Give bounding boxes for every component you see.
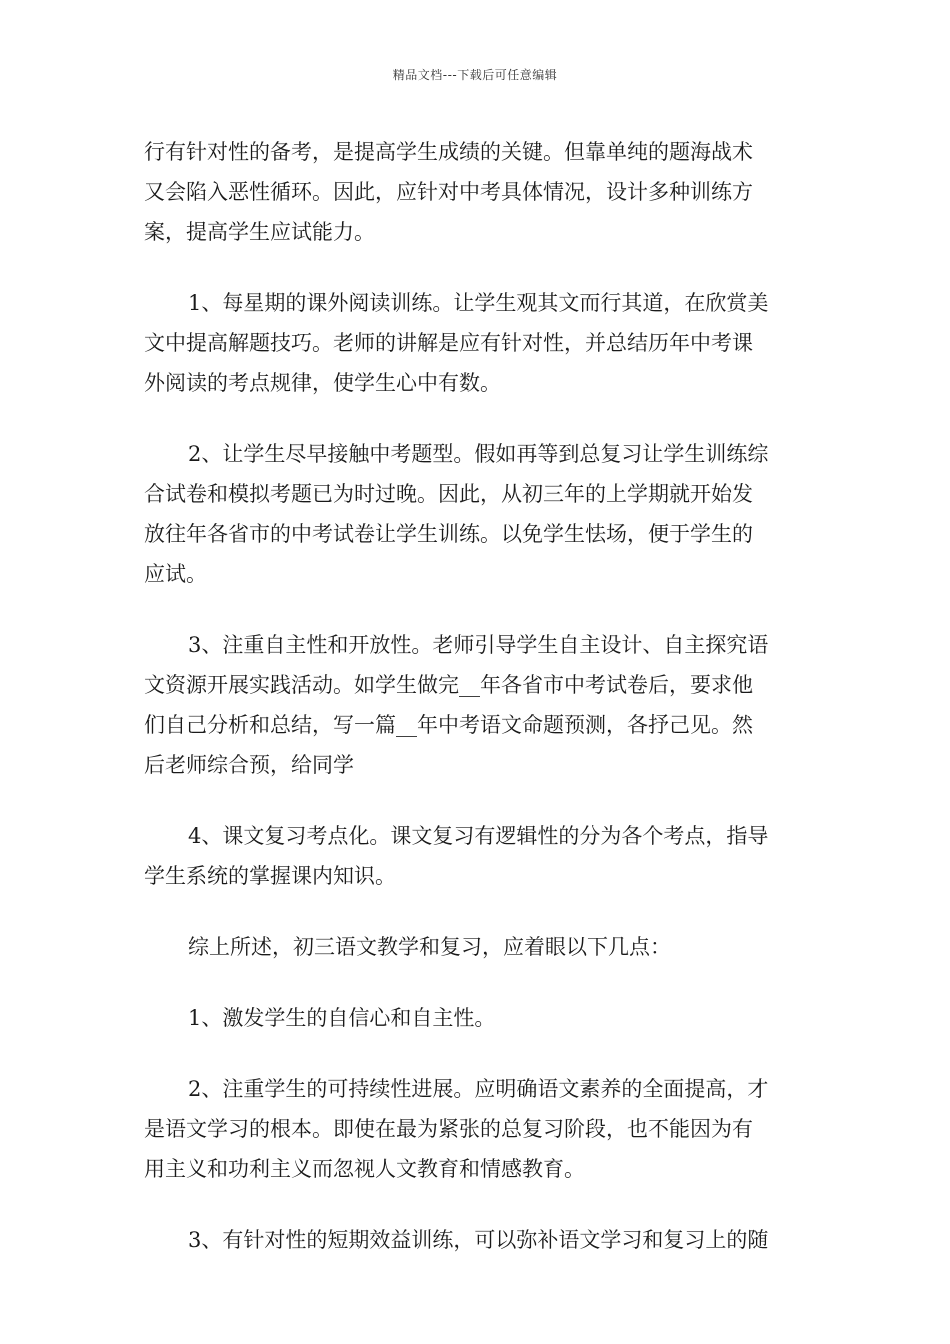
text-line: 1、激发学生的自信心和自主性。 [188,1006,496,1030]
text-line: 1、每星期的课外阅读训练。让学生观其文而行其道，在欣赏美 [188,291,769,315]
page-header: 精品文档---下载后可任意编辑 [392,68,558,82]
text-line: 行有针对性的备考，是提高学生成绩的关键。但靠单纯的题海战术 [144,140,753,164]
paragraph [144,1069,808,1189]
text-line: 2、让学生尽早接触中考题型。假如再等到总复习让学生训练综 [188,442,769,466]
paragraph [144,1220,808,1260]
paragraph [144,132,808,252]
paragraph [144,625,808,785]
text-line: 用主义和功利主义而忽视人文教育和情感教育。 [144,1157,585,1181]
text-line: 文中提高解题技巧。老师的讲解是应有针对性，并总结历年中考课 [144,331,753,355]
text-line: 们自己分析和总结，写一篇__年中考语文命题预测，各抒己见。然 [144,713,753,737]
text-line: 2、注重学生的可持续性进展。应明确语文素养的全面提高，才 [188,1077,769,1101]
text-line: 案，提高学生应试能力。 [144,220,375,244]
text-line: 外阅读的考点规律，使学生心中有数。 [144,371,501,395]
text-line: 文资源开展实践活动。如学生做完__年各省市中考试卷后，要求他 [144,673,753,697]
paragraph [144,434,808,594]
text-line: 学生系统的掌握课内知识。 [144,864,396,888]
paragraph [144,816,808,896]
paragraph [144,927,808,967]
text-line: 后老师综合预，给同学 [144,753,354,777]
text-line: 4、课文复习考点化。课文复习有逻辑性的分为各个考点，指导 [188,824,769,848]
document-body [144,132,808,1260]
text-line: 3、注重自主性和开放性。老师引导学生自主设计、自主探究语 [188,633,769,657]
paragraph [144,998,808,1038]
text-line: 合试卷和模拟考题已为时过晚。因此，从初三年的上学期就开始发 [144,482,753,506]
text-line: 综上所述，初三语文教学和复习，应着眼以下几点： [188,935,671,959]
text-line: 是语文学习的根本。即使在最为紧张的总复习阶段，也不能因为有 [144,1117,753,1141]
text-line: 3、有针对性的短期效益训练，可以弥补语文学习和复习上的随 [188,1228,769,1252]
paragraph [144,283,808,403]
text-line: 放往年各省市的中考试卷让学生训练。以免学生怯场，便于学生的 [144,522,753,546]
text-line: 又会陷入恶性循环。因此，应针对中考具体情况，设计多种训练方 [144,180,753,204]
text-line: 应试。 [144,562,207,586]
